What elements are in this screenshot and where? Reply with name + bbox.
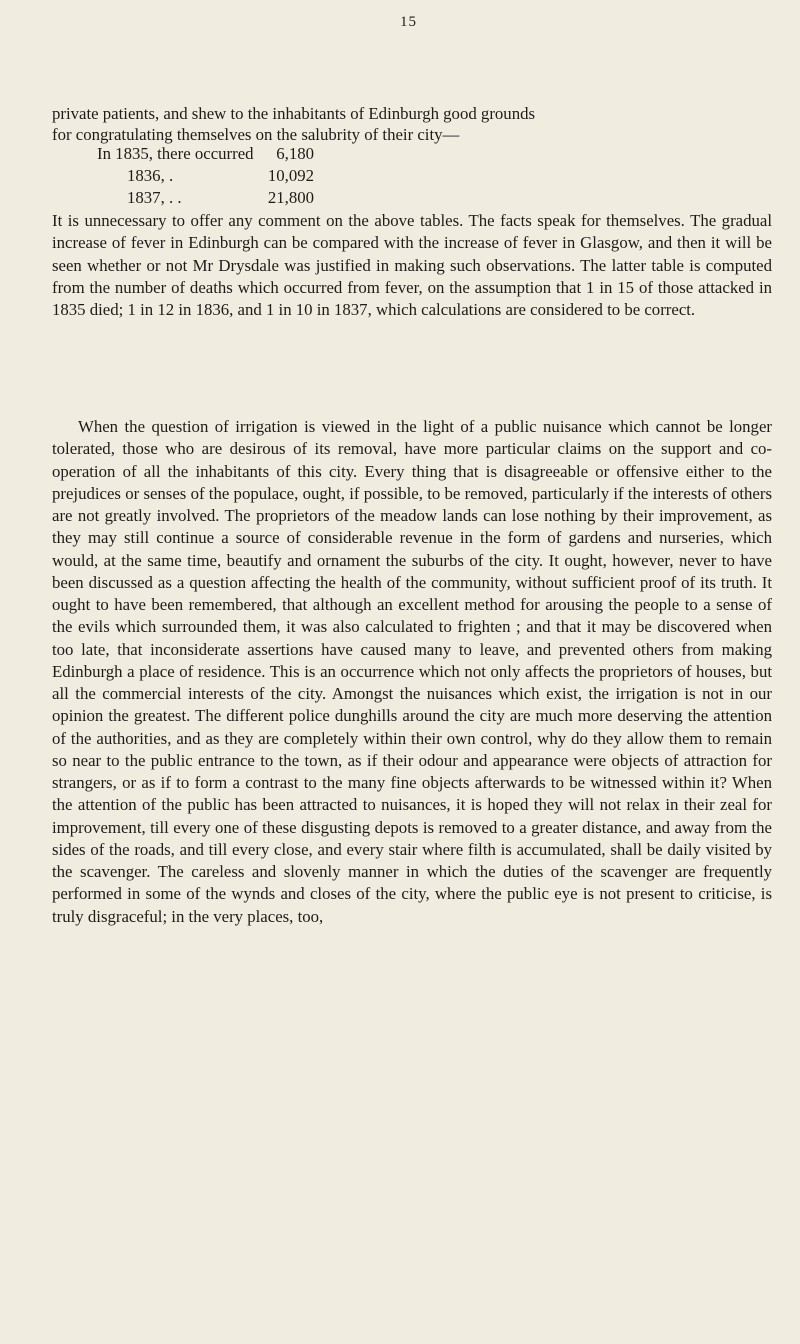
table-value: 6,180 bbox=[276, 144, 314, 163]
table-value: 21,800 bbox=[267, 188, 314, 207]
table-year: 1837, . . bbox=[127, 188, 182, 207]
page-number: 15 bbox=[400, 14, 417, 30]
table-row bbox=[127, 165, 357, 187]
paragraph: It is unnecessary to offer any comment on the above tables. The facts speak for themselves. The gradual increase of fever in Edinburgh can be compared with the increase of fever in Glasgow, and then it will be seen whether or not Mr Drysdale was justified in making such observations. The latter table is computed from the number of deaths which occurred from fever, on the assumption that 1 in 15 of those attacked in 1835 died; 1 in 12 in 1836, and 1 in 10 in 1837, which calculations are considered to be correct. bbox=[52, 211, 772, 320]
paragraph: When the question of irrigation is viewed in the light of a public nuisance which cannot be longer tolerated, those who are desirous of its removal, have more particular claims on the support and co-operation of all the inhabitants of this city. Every thing that is disagreeable or offensive either to the prejudices or senses of the populace, ought, if possible, to be removed, particularly if the interests of others are not greatly involved. The proprietors of the meadow lands can lose nothing by their improvement, as they may still continue a source of considerable revenue in the form of gardens and nurseries, which would, at the same time, beautify and ornament the suburbs of the city. It ought, however, never to have been discussed as a question affecting the health of the community, without sufficient proof of its truth. It ought to have been remembered, that although an excellent method for arousing the people to a sense of the evils which surrounded them, it was also calculated to frighten ; and that it may be discovered when too late, that inconsiderate assertions have caused many to leave, and prevented others from making Edinburgh a place of residence. This is an occurrence which not only affects the proprietors of houses, but all the commercial interests of the city. Amongst the nuisances which exist, the irrigation is not in our opinion the greatest. The different police dunghills around the city are much more deserving the attention of the authorities, and as they are completely within their own control, why do they allow them to remain so near to the public entrance to the town, as if their odour and appearance were objects of attraction for strangers, or as if to form a contrast to the many fine objects afterwards to be witnessed within it? When the attention of the public has been attracted to nuisances, it is hoped they will not relax in their zeal for improvement, till every one of these disgusting depots is removed to a greater distance, and away from the sides of the roads, and till every close, and every stair where filth is accumulated, shall be daily visited by the scavenger. The careless and slovenly manner in which the duties of the scavenger are frequently performed in some of the wynds and closes of the city, where the public eye is not present to criticise, is truly disgraceful; in the very places, too, bbox=[52, 417, 772, 926]
table-year: In 1835, there occurred bbox=[97, 144, 254, 163]
intro-line: for congratulating themselves on the salubrity of their city— bbox=[52, 125, 460, 144]
table-row bbox=[97, 143, 357, 165]
table-year: 1836, . bbox=[127, 166, 174, 185]
table-row bbox=[127, 187, 357, 209]
table-value: 10,092 bbox=[267, 166, 314, 185]
intro-line: private patients, and shew to the inhabitants of Edinburgh good grounds bbox=[52, 104, 536, 123]
